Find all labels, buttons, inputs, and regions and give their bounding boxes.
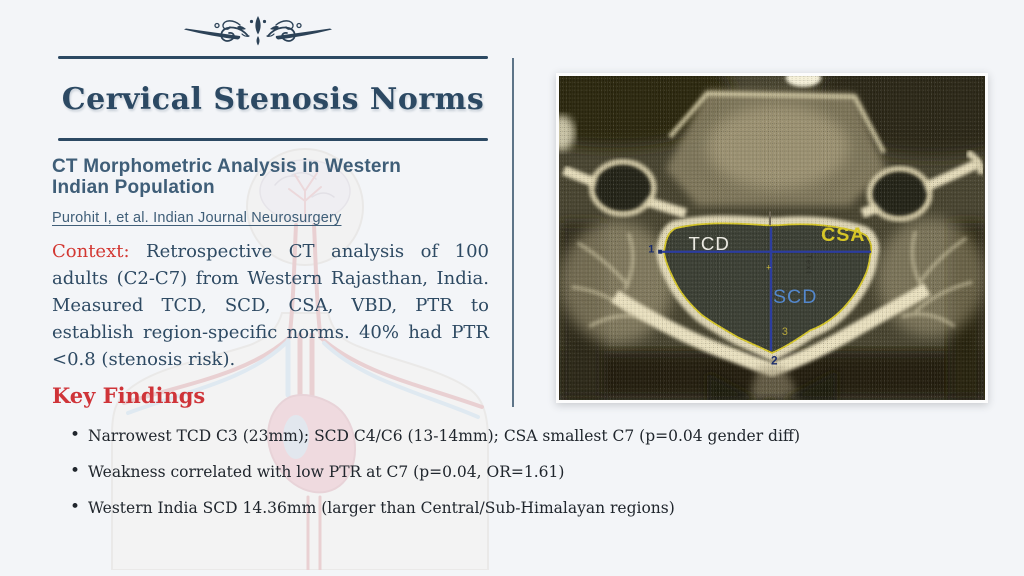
ct-scan-image: [556, 73, 988, 403]
ct-label-tcd: TCD: [688, 232, 730, 254]
list-item: • Weakness correlated with low PTR at C7 (p=0.04, OR=1.61): [68, 462, 998, 482]
context-label: Context:: [52, 241, 130, 262]
ct-label-scd: SCD: [772, 285, 818, 308]
ct-label-csa: CSA: [821, 223, 866, 246]
key-findings-heading: Key Findings: [52, 383, 206, 408]
page-title: Cervical Stenosis Norms: [61, 82, 485, 117]
ct-marker-1: 1: [648, 243, 655, 256]
ct-marker-3: 3: [781, 326, 788, 339]
ct-cross-marker: +: [766, 262, 772, 273]
ct-marker-2: 2: [771, 354, 778, 368]
context-text: Retrospective CT analysis of 100 adults (C2-C7) from Western Rajasthan, India. Measured TCD, SCD, CSA, VBD, PTR to establish region-specific norms. 40% had PTR <0.8 (stenosis risk).: [52, 241, 489, 370]
subtitle-line-1: CT Morphometric Analysis in Western: [52, 156, 402, 177]
title-rule-top: [58, 56, 488, 59]
list-item: • Narrowest TCD C3 (23mm); SCD C4/C6 (13-14mm); CSA smallest C7 (p=0.04 gender diff): [68, 426, 998, 446]
ct-watermark-text: Text: [804, 254, 812, 276]
subtitle: [52, 156, 472, 199]
citation-link[interactable]: Purohit I, et al. Indian Journal Neurosurgery: [52, 210, 342, 226]
title-rule-bottom: [58, 138, 488, 141]
subtitle-line-2: Indian Population: [52, 177, 215, 199]
list-item: • Western India SCD 14.36mm (larger than Central/Sub-Himalayan regions): [68, 498, 998, 518]
context-paragraph: [52, 238, 489, 373]
flourish-ornament-icon: [180, 12, 336, 50]
key-findings-list: [68, 426, 998, 534]
ct-scan-canvas: [559, 76, 985, 400]
vertical-divider: [512, 58, 514, 407]
